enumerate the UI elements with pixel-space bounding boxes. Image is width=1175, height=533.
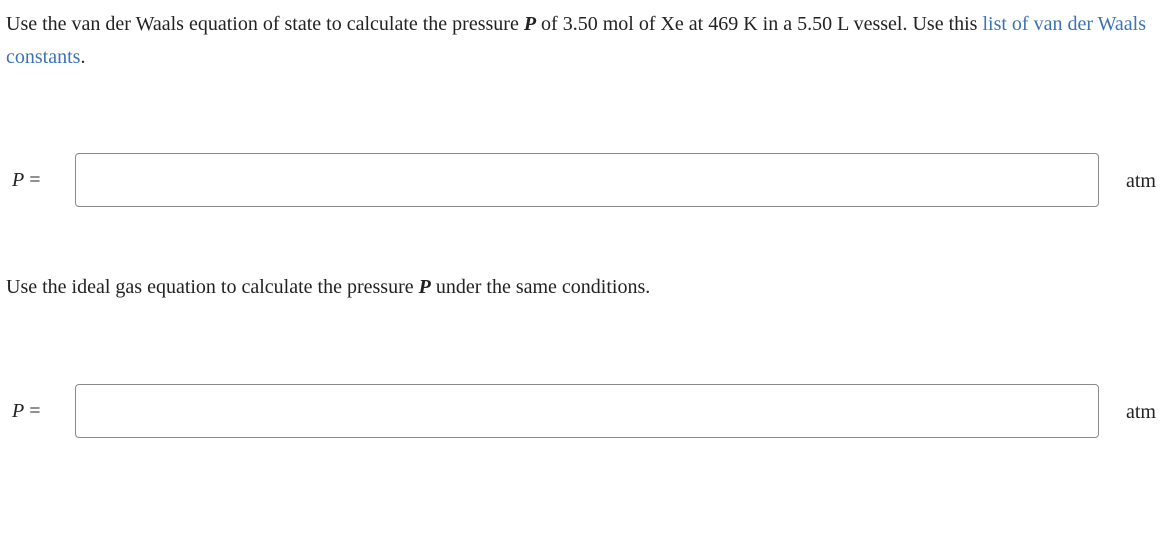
answer-2-label-var: P: [12, 400, 25, 422]
answer-row-1: [0, 153, 1175, 207]
question-2-text-after: under the same conditions.: [430, 276, 651, 298]
question-1-text: [6, 8, 1166, 74]
answer-1-unit: atm: [1126, 170, 1156, 192]
answer-2-label-eq: =: [24, 400, 41, 422]
answer-1-label-eq: =: [24, 169, 41, 191]
question-1-text-end: .: [80, 46, 86, 68]
question-1-text-after: of 3.50 mol of Xe at 469 K in a 5.50 L vessel. Use this: [536, 13, 983, 35]
answer-1-label-var: P: [12, 169, 25, 191]
question-2-text: [6, 271, 1166, 304]
answer-row-2: [0, 384, 1175, 438]
answer-2-unit: atm: [1126, 401, 1156, 423]
van-der-waals-constants-link[interactable]: list of van der Waals constants: [6, 13, 1147, 68]
ideal-gas-pressure-input[interactable]: [75, 384, 1099, 438]
van-der-waals-pressure-input[interactable]: [75, 153, 1099, 207]
question-2-variable: P: [418, 276, 431, 298]
answer-1-label: [12, 153, 41, 207]
question-1-variable: P: [523, 13, 537, 35]
question-2-text-before: Use the ideal gas equation to calculate the pressure: [6, 276, 419, 298]
question-1-text-before: Use the van der Waals equation of state to calculate the pressure: [6, 13, 524, 35]
answer-2-label: [12, 384, 41, 438]
